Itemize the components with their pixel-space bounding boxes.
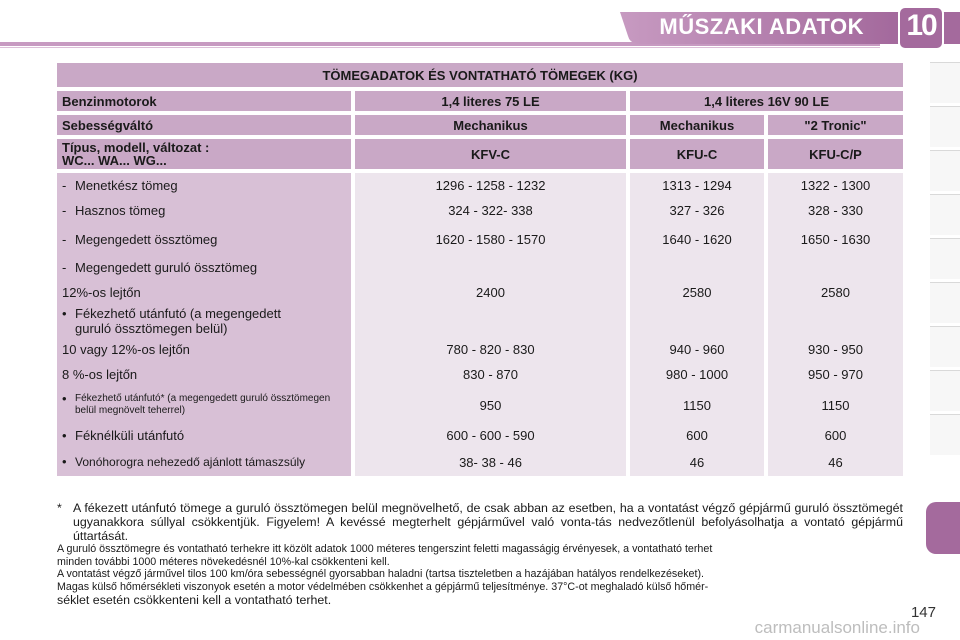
note-line: minden további 1000 méteres növekedésnél 10%-kal csökkenteni kell. [57,555,390,568]
type-row-label [57,137,353,171]
footnote-star: * [57,501,62,515]
note-line: A guruló össztömegre és vontatható terhekre itt közölt adatok 1000 méteres tengerszint feletti magasságig érvényesek, a vontatható terhet [57,543,713,555]
row-value: 930 - 950 [766,337,903,362]
engine-2: 1,4 literes 16V 90 LE [628,89,903,113]
table-title: TÖMEGADATOK ÉS VONTATHATÓ TÖMEGEK (KG) [57,63,903,89]
row-label: Megengedett össztömeg [75,231,218,247]
chapter-tabs [926,62,960,622]
page-number: 147 [910,604,936,621]
notes [57,501,903,607]
chapter-tab[interactable] [930,62,960,103]
table-row [57,337,903,362]
chapter-tab[interactable] [930,414,960,455]
chapter-tab[interactable] [930,194,960,235]
row-label: Fékezhető utánfutó* (a megengedett guruló össztömegen belül megnövelt teherrel) [75,393,331,416]
chapter-tab[interactable] [930,370,960,411]
row-lead: - [62,203,67,218]
row-lead: • [62,306,67,321]
gearbox-row-label: Sebességváltó [57,113,353,137]
row-label: Hasznos tömeg [75,203,166,218]
table-row [57,171,903,198]
row-label: 12%-os lejtőn [62,285,141,300]
row-value: 1620 - 1580 - 1570 [353,223,628,255]
row-value [766,255,903,280]
type-1: KFV-C [353,137,628,171]
row-lead: - [62,260,67,275]
row-lead: - [62,231,67,247]
watermark: carmanualsonline.info [754,618,920,637]
row-value: 780 - 820 - 830 [353,337,628,362]
row-label: 10 vagy 12%-os lejtőn [62,342,190,357]
row-value: 600 - 600 - 590 [353,423,628,448]
table-row [57,387,903,423]
row-value: 980 - 1000 [628,362,766,387]
row-value: 950 - 970 [766,362,903,387]
table-row [57,448,903,476]
chapter-tab[interactable] [930,238,960,279]
row-value [766,305,903,337]
row-value: 600 [766,423,903,448]
mass-table [57,63,903,476]
row-value: 950 [353,387,628,423]
row-label: Menetkész tömeg [75,178,178,193]
row-lead: • [62,428,67,443]
row-lead: • [62,391,67,406]
note-line: séklet esetén csökkenteni kell a vontatható terhet. [57,593,332,607]
chapter-tab-active[interactable] [926,502,960,554]
row-lead: • [62,454,67,469]
chapter-tab[interactable] [930,326,960,367]
type-label-line1: Típus, modell, változat : [62,140,210,155]
row-value: 940 - 960 [628,337,766,362]
row-label: Megengedett guruló össztömeg [75,260,258,275]
note-line: A vontatást végző járművel tilos 100 km/óra sebességnél gyorsabban haladni (tartsa tiszteletben a hazájában hatályos rendelkezéseket). [57,568,704,580]
note-line: Magas külső hőmérsékleti viszonyok esetén a motor védelmében csökkenhet a gépjármű teljesítménye. 37°C-ot meghaladó külső hőmér- [57,580,709,593]
row-value: 1313 - 1294 [628,171,766,198]
chapter-tab[interactable] [930,282,960,323]
table-row [57,223,903,255]
type-2: KFU-C [628,137,766,171]
chapter-tab[interactable] [930,150,960,191]
row-value: 38- 38 - 46 [353,448,628,476]
chapter-tab[interactable] [930,106,960,147]
row-value: 2400 [353,280,628,305]
row-lead: - [62,178,67,193]
engine-row-label: Benzinmotorok [57,89,353,113]
table-row [57,280,903,305]
row-value: 1296 - 1258 - 1232 [353,171,628,198]
footnote-text: A fékezett utánfutó tömege a guruló össztömegen belül megnövelhető, de csak abban az esetben, ha a vontatást végző gépjármű guruló össztömegét ugyanakkora súllyal csökkentjük. Figyelem! A kevéssé megterhelt gépjárművel való vonta-tás nedvezőtlenül befolyásolhatja a vontató gépjármű úttartását. [73,501,903,543]
table-row [57,305,903,337]
page-title: MŰSZAKI ADATOK [659,14,864,39]
row-value: 2580 [628,280,766,305]
gearbox-3: "2 Tronic" [766,113,903,137]
gearbox-1: Mechanikus [353,113,628,137]
type-3: KFU-C/P [766,137,903,171]
row-label: Fékezhető utánfutó (a megengedett guruló össztömegen belül) [75,306,281,336]
table-row [57,255,903,280]
row-value [353,305,628,337]
row-value: 2580 [766,280,903,305]
gearbox-2: Mechanikus [628,113,766,137]
row-value: 46 [766,448,903,476]
engine-1: 1,4 literes 75 LE [353,89,628,113]
table-row [57,423,903,448]
row-value [628,305,766,337]
row-value: 324 - 322- 338 [353,198,628,223]
footnote [57,501,903,543]
row-value [353,255,628,280]
row-value: 1650 - 1630 [766,223,903,255]
row-value: 327 - 326 [628,198,766,223]
row-label: Féknélküli utánfutó [75,428,185,443]
type-label-line2: WC... WA... WG... [62,153,167,168]
row-label: 8 %-os lejtőn [62,367,138,382]
row-value: 46 [628,448,766,476]
table-row [57,198,903,223]
row-value: 328 - 330 [766,198,903,223]
row-value: 1640 - 1620 [628,223,766,255]
row-value: 1150 [628,387,766,423]
table-row [57,362,903,387]
row-value: 830 - 870 [353,362,628,387]
row-value: 1322 - 1300 [766,171,903,198]
row-value: 1150 [766,387,903,423]
row-label: Vonóhorogra nehezedő ajánlott támaszsúly [75,455,306,469]
row-value [628,255,766,280]
chapter-number: 10 [906,9,936,42]
row-value: 600 [628,423,766,448]
